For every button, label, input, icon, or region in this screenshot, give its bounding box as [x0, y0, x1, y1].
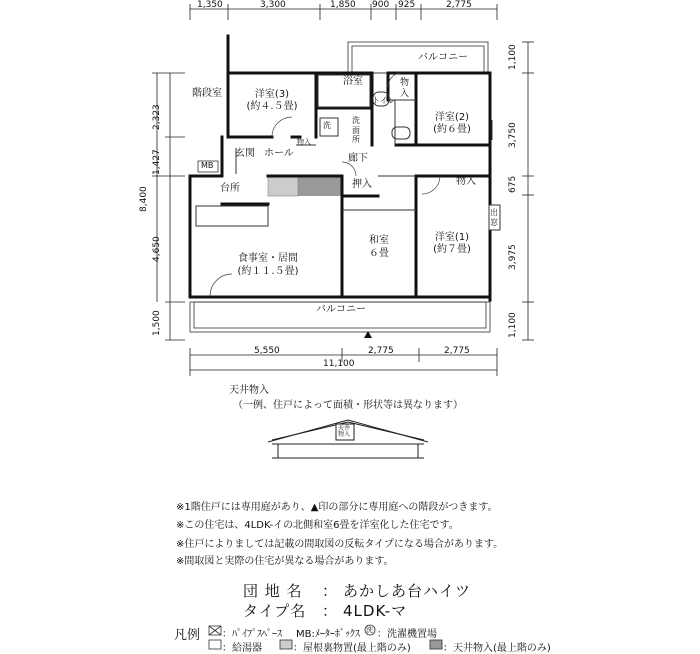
bay-window-label: 出窓 [490, 208, 498, 227]
dim-top-2: 3,300 [260, 0, 286, 10]
section-subtitle: （一例、住戸によって面積・形状等は異なります） [233, 400, 463, 411]
oshiire-label: 押入 [352, 179, 372, 190]
dim-bottom-total: 11,100 [323, 359, 355, 369]
washitsu-name: 和室 [369, 235, 389, 246]
dim-left-1: 2,323 [152, 104, 162, 130]
note-1: ※1階住戸には専用庭があり、▲印の部分に専用庭への階段がつきます。 [176, 502, 498, 513]
note-4: ※間取図と実際の住宅が異なる場合があります。 [176, 556, 394, 567]
dim-right-4: 3,975 [508, 244, 518, 270]
legend-ceiling: ：天井物入(最上階のみ) [443, 643, 551, 654]
western2-name: 洋室(2) [434, 112, 470, 123]
dim-left-4: 1,500 [152, 310, 162, 336]
wash-mark: 洗 [323, 121, 331, 130]
washroom-label: 洗面所 [352, 116, 360, 145]
dim-bottom-2: 2,775 [368, 346, 394, 356]
legend-heater: ：給湯器 [222, 643, 262, 654]
estate-label: 団 地 名 [243, 582, 303, 600]
dining-name: 食事室・居間 [238, 253, 298, 264]
balcony-top-label: バルコニー [418, 52, 468, 63]
legend-mb: MB:ﾒｰﾀｰﾎﾞｯｸｽ [296, 629, 360, 640]
legend-attic: ：屋根裏物置(最上階のみ) [293, 643, 411, 654]
estate-colon: ： [322, 582, 339, 600]
toilet-label: トイレ [372, 96, 396, 105]
balcony-bottom-label: バルコニー [316, 304, 366, 315]
legend-title: 凡例 [174, 628, 201, 643]
dim-left-total: 8,400 [139, 186, 149, 212]
dim-right-1: 1,100 [508, 44, 518, 70]
legend-ps: ：ﾊﾟｲﾌﾟｽﾍﾟｰｽ [222, 629, 282, 640]
storage-small-label: 物入 [297, 138, 311, 146]
dim-top-4: 900 [372, 0, 390, 10]
type-label: タイプ名 [243, 602, 307, 620]
dim-top-6: 2,775 [446, 0, 472, 10]
section-title: 天井物入 [229, 385, 269, 396]
dim-left-3: 4,650 [152, 236, 162, 262]
mb-label: MB [201, 161, 214, 170]
dim-top-3: 1,850 [330, 0, 356, 10]
corridor-label: 廊下 [348, 153, 368, 164]
dim-right-5: 1,100 [508, 312, 518, 338]
dim-top-5: 925 [398, 0, 416, 10]
legend-wash-icon: 洗 [366, 626, 373, 634]
dim-bottom-3: 2,775 [444, 346, 470, 356]
hall-label: ホール [264, 148, 294, 159]
western3-size: (約４.５畳) [246, 101, 298, 112]
dim-top-1: 1,350 [197, 0, 223, 10]
western1-size: (約７畳) [433, 244, 471, 255]
walls [190, 36, 490, 300]
bath-label: 浴室 [343, 76, 363, 87]
dim-left-2: 1,427 [152, 149, 162, 175]
attic-hatched-area [268, 176, 298, 196]
section-ceiling-label: 天井物入 [338, 425, 351, 438]
estate-value: あかしあ台ハイツ [343, 582, 472, 600]
dim-right-3: 675 [508, 175, 518, 193]
right-dimension-line [522, 42, 534, 340]
dim-bottom-1: 5,550 [254, 346, 280, 356]
western2-size: (約６畳) [433, 124, 471, 135]
type-value: 4LDK-マ [343, 602, 408, 620]
note-3: ※住戸によりましては記載の間取図の反転タイプになる場合があります。 [176, 539, 504, 550]
washitsu-size: ６畳 [369, 248, 389, 259]
stairs-label: 階段室 [192, 88, 222, 99]
type-colon: ： [322, 602, 339, 620]
storage1-label: 物入 [400, 78, 410, 99]
legend-wash: ：洗濯機置場 [377, 629, 437, 640]
dim-right-2: 3,750 [508, 122, 518, 148]
western3-name: 洋室(3) [254, 89, 290, 100]
western1-name: 洋室(1) [434, 232, 470, 243]
storage2-label: 物入 [456, 176, 476, 187]
kitchen-label: 台所 [220, 183, 240, 194]
note-2: ※この住宅は、4LDK-イの北側和室6畳を洋室化した住宅です。 [176, 520, 459, 531]
entrance-label: 玄関 [235, 148, 255, 159]
dining-size: (約１１.５畳) [237, 266, 299, 277]
